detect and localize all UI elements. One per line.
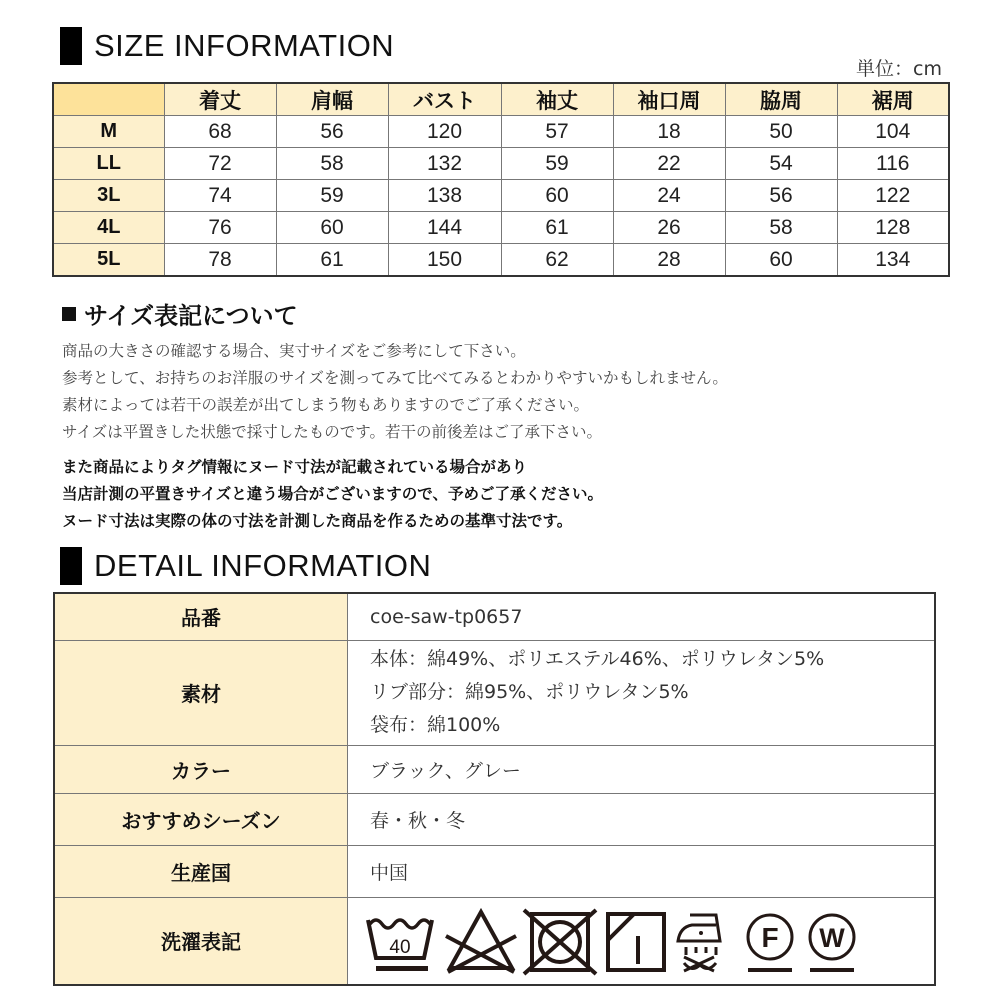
unit-label: 単位：cm bbox=[856, 58, 942, 80]
detail-row-origin bbox=[54, 845, 935, 897]
dry-clean-f-icon bbox=[740, 905, 802, 977]
size-value: 120 bbox=[388, 116, 501, 148]
detail-label: カラー bbox=[54, 745, 348, 793]
size-value: 28 bbox=[613, 244, 725, 277]
table-row bbox=[53, 244, 949, 277]
size-value: 61 bbox=[276, 244, 388, 277]
material-value bbox=[348, 640, 936, 745]
col-header: 脇周 bbox=[725, 83, 837, 116]
detail-label: 生産国 bbox=[54, 845, 348, 897]
size-label: 5L bbox=[53, 244, 164, 277]
size-label: 4L bbox=[53, 212, 164, 244]
svg-text:40: 40 bbox=[389, 936, 411, 958]
no-bleach-icon bbox=[442, 906, 520, 976]
size-value: 56 bbox=[725, 180, 837, 212]
size-value: 50 bbox=[725, 116, 837, 148]
size-value: 78 bbox=[164, 244, 276, 277]
size-label: M bbox=[53, 116, 164, 148]
size-value: 62 bbox=[501, 244, 613, 277]
col-header: 肩幅 bbox=[276, 83, 388, 116]
size-value: 60 bbox=[725, 244, 837, 277]
detail-section-title bbox=[60, 547, 431, 585]
size-value: 132 bbox=[388, 148, 501, 180]
size-value: 58 bbox=[276, 148, 388, 180]
size-notes-heading bbox=[62, 296, 298, 331]
detail-row-material bbox=[54, 640, 935, 745]
table-row bbox=[53, 212, 949, 244]
size-value: 144 bbox=[388, 212, 501, 244]
size-value: 116 bbox=[837, 148, 949, 180]
svg-text:F: F bbox=[761, 921, 779, 953]
care-value bbox=[348, 897, 936, 985]
size-notes-heading-text: サイズ表記について bbox=[84, 302, 298, 330]
size-label: 3L bbox=[53, 180, 164, 212]
col-header: バスト bbox=[388, 83, 501, 116]
size-value: 128 bbox=[837, 212, 949, 244]
size-value: 122 bbox=[837, 180, 949, 212]
svg-text:W: W bbox=[819, 922, 845, 953]
size-notes bbox=[62, 338, 728, 446]
detail-label: 洗濯表記 bbox=[54, 897, 348, 985]
detail-label: 品番 bbox=[54, 593, 348, 640]
square-bullet-icon bbox=[62, 307, 76, 321]
material-line: リブ部分：綿95%、ポリウレタン5% bbox=[370, 681, 689, 703]
product-number-value bbox=[348, 593, 936, 640]
size-value: 134 bbox=[837, 244, 949, 277]
size-section-title bbox=[60, 27, 394, 65]
size-table bbox=[52, 82, 950, 277]
note-line: 参考として、お持ちのお洋服のサイズを測ってみて比べてみるとわかりやすいかもしれません。 bbox=[62, 369, 728, 387]
material-line: 本体：綿49%、ポリエステル46%、ポリウレタン5% bbox=[370, 648, 825, 670]
drip-dry-shade-icon bbox=[600, 906, 670, 976]
nude-size-notes bbox=[62, 454, 603, 535]
size-value: 76 bbox=[164, 212, 276, 244]
size-value: 104 bbox=[837, 116, 949, 148]
size-value: 60 bbox=[501, 180, 613, 212]
size-value: 54 bbox=[725, 148, 837, 180]
iron-low-no-steam-icon bbox=[670, 905, 740, 977]
product-number-text: coe-saw-tp0657 bbox=[370, 605, 523, 628]
size-value: 61 bbox=[501, 212, 613, 244]
size-label: LL bbox=[53, 148, 164, 180]
material-line: 袋布：綿100% bbox=[370, 714, 501, 736]
note-line: サイズは平置きした状態で採寸したものです。若干の前後差はご了承下さい。 bbox=[62, 423, 603, 441]
size-value: 138 bbox=[388, 180, 501, 212]
size-value: 57 bbox=[501, 116, 613, 148]
wash-40-icon bbox=[362, 906, 442, 976]
size-value: 150 bbox=[388, 244, 501, 277]
size-value: 74 bbox=[164, 180, 276, 212]
size-value: 59 bbox=[276, 180, 388, 212]
size-value: 24 bbox=[613, 180, 725, 212]
size-title-text: SIZE INFORMATION bbox=[94, 28, 395, 63]
note-line-bold: ヌード寸法は実際の体の寸法を計測した商品を作るための基準寸法です。 bbox=[62, 512, 573, 530]
care-icons bbox=[362, 905, 934, 977]
size-value: 22 bbox=[613, 148, 725, 180]
note-line: 素材によっては若干の誤差が出てしまう物もありますのでご了承ください。 bbox=[62, 396, 590, 414]
size-value: 18 bbox=[613, 116, 725, 148]
col-header: 袖口周 bbox=[613, 83, 725, 116]
size-value: 68 bbox=[164, 116, 276, 148]
size-value: 60 bbox=[276, 212, 388, 244]
size-value: 58 bbox=[725, 212, 837, 244]
corner-cell bbox=[53, 83, 164, 116]
no-tumble-dry-icon bbox=[520, 906, 600, 976]
title-bar-marker bbox=[60, 27, 82, 65]
wet-clean-w-icon bbox=[802, 905, 864, 977]
size-table-header bbox=[53, 83, 949, 116]
detail-row-product-number bbox=[54, 593, 935, 640]
size-value: 26 bbox=[613, 212, 725, 244]
detail-label: 素材 bbox=[54, 640, 348, 745]
color-value: ブラック、グレー bbox=[348, 745, 936, 793]
table-row bbox=[53, 148, 949, 180]
table-row bbox=[53, 116, 949, 148]
detail-row-care bbox=[54, 897, 935, 985]
detail-table bbox=[53, 592, 936, 986]
note-line: 商品の大きさの確認する場合、実寸サイズをご参考にして下さい。 bbox=[62, 342, 526, 360]
col-header: 袖丈 bbox=[501, 83, 613, 116]
col-header: 裾周 bbox=[837, 83, 949, 116]
size-value: 59 bbox=[501, 148, 613, 180]
origin-value: 中国 bbox=[348, 845, 936, 897]
note-line-bold: 当店計測の平置きサイズと違う場合がございますので、予めご了承ください。 bbox=[62, 485, 603, 503]
detail-label: おすすめシーズン bbox=[54, 793, 348, 845]
table-row bbox=[53, 180, 949, 212]
season-value: 春・秋・冬 bbox=[348, 793, 936, 845]
detail-row-season bbox=[54, 793, 935, 845]
detail-title-text: DETAIL INFORMATION bbox=[94, 548, 432, 583]
note-line-bold: また商品によりタグ情報にヌード寸法が記載されている場合があり bbox=[62, 458, 528, 476]
size-value: 56 bbox=[276, 116, 388, 148]
size-value: 72 bbox=[164, 148, 276, 180]
detail-row-color bbox=[54, 745, 935, 793]
title-bar-marker bbox=[60, 547, 82, 585]
col-header: 着丈 bbox=[164, 83, 276, 116]
